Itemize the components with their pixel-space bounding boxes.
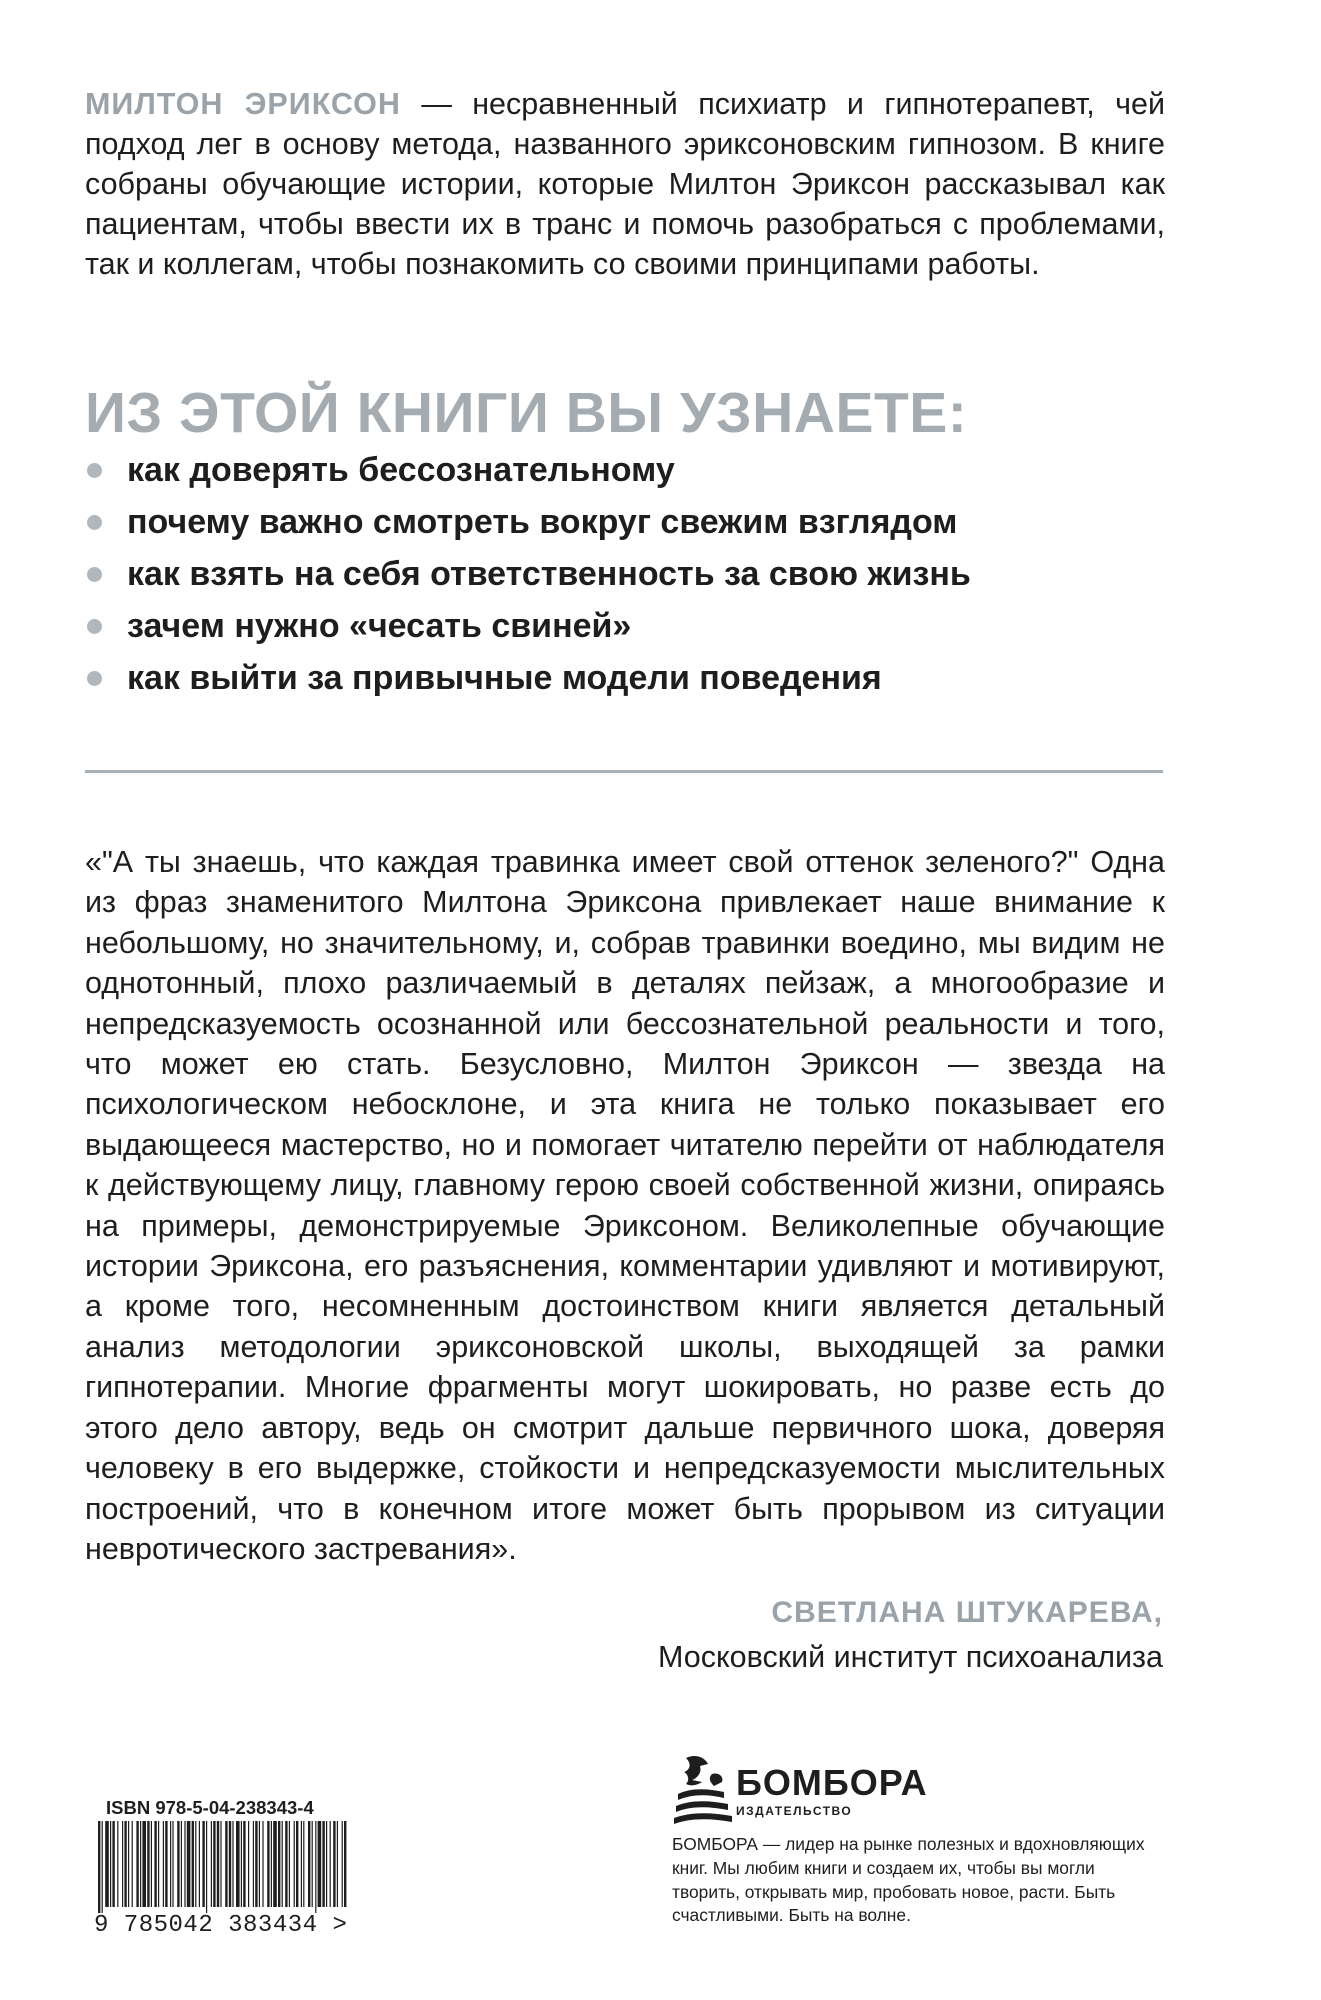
bullet-dot-icon — [87, 619, 102, 634]
review-paragraph: «"А ты знаешь, что каждая травинка имеет свой оттенок зеленого?" Одна из фраз знаменитого Милтона Эриксона привлекает наше внимание к небольшому, но значительному, и, собрав травинки воедино, мы видим не однотонный, плохо различаемый в деталях пейзаж, а многообразие и непредсказуемость осознанной или бессознательной реальности и того, что может ею стать. Безусловно, Милтон Эриксон — звезда на психологическом небосклоне, и эта книга не только показывает его выдающееся мастерство, но и помогает читателю перейти от наблюдателя к действующему лицу, главному герою своей собственной жизни, опираясь на примеры, демонстрируемые Эриксоном. Великолепные обучающие истории Эриксона, его разъяснения, комментарии удивляют и мотивируют, а кроме того, несомненным достоинством книги является детальный анализ методологии эриксоновской школы, выходящей за рамки гипнотерапии. Многие фрагменты могут шокировать, но разве есть до этого дело автору, ведь он смотрит дальше первичного шока, доверяя человеку в его выдержке, стойкости и непредсказуемости мыслительных построений, что в конечном итоге может быть прорывом из ситуации невротического застревания». — [85, 845, 1165, 1566]
bullet-item — [85, 496, 971, 548]
bullet-list — [85, 444, 971, 704]
bullet-item — [85, 600, 971, 652]
bullet-dot-icon — [87, 515, 102, 530]
review-affiliation: Московский институт психоанализа — [658, 1640, 1163, 1674]
bullet-dot-icon — [87, 671, 102, 686]
bullet-dot-icon — [87, 463, 102, 478]
section-heading: ИЗ ЭТОЙ КНИГИ ВЫ УЗНАЕТЕ: — [85, 381, 968, 445]
barcode-icon — [98, 1821, 348, 1913]
author-name: МИЛТОН ЭРИКСОН — [85, 87, 401, 121]
bullet-text: почему важно смотреть вокруг свежим взглядом — [127, 503, 958, 541]
publisher-name: БОМБОРА — [736, 1762, 928, 1803]
bullet-item — [85, 652, 971, 704]
bullet-text: как доверять бессознательному — [127, 451, 675, 489]
bullet-text: как взять на себя ответственность за свою жизнь — [127, 555, 971, 593]
bullet-text: как выйти за привычные модели поведения — [127, 659, 882, 697]
barcode-digits: 9 785042 383434 > — [94, 1912, 348, 1939]
bullet-item — [85, 548, 971, 600]
bullet-item — [85, 444, 971, 496]
review-author: СВЕТЛАНА ШТУКАРЕВА, — [771, 1596, 1163, 1629]
intro-text: — несравненный психиатр и гипнотерапевт, чей подход лег в основу метода, названного эриксоновским гипнозом. В книге собраны обучающие истории, которые Милтон Эриксон рассказывал как пациентам, чтобы ввести их в транс и помочь разобраться с проблемами, так и коллегам, чтобы познакомить со своими принципами работы. — [85, 87, 1165, 281]
intro-paragraph — [85, 84, 1165, 284]
bombora-logo-icon — [672, 1752, 734, 1828]
section-divider — [85, 770, 1163, 773]
publisher-description: БОМБОРА — лидер на рынке полезных и вдохновляющих книг. Мы любим книги и создаем их, чтобы вы могли творить, открывать мир, пробовать новое, расти. Быть счастливыми. Быть на волне. — [672, 1834, 1145, 1926]
bullet-dot-icon — [87, 567, 102, 582]
isbn-label: ISBN 978-5-04-238343-4 — [106, 1797, 314, 1818]
bullet-text: зачем нужно «чесать свиней» — [127, 607, 632, 645]
publisher-subtitle: ИЗДАТЕЛЬСТВО — [736, 1804, 853, 1818]
